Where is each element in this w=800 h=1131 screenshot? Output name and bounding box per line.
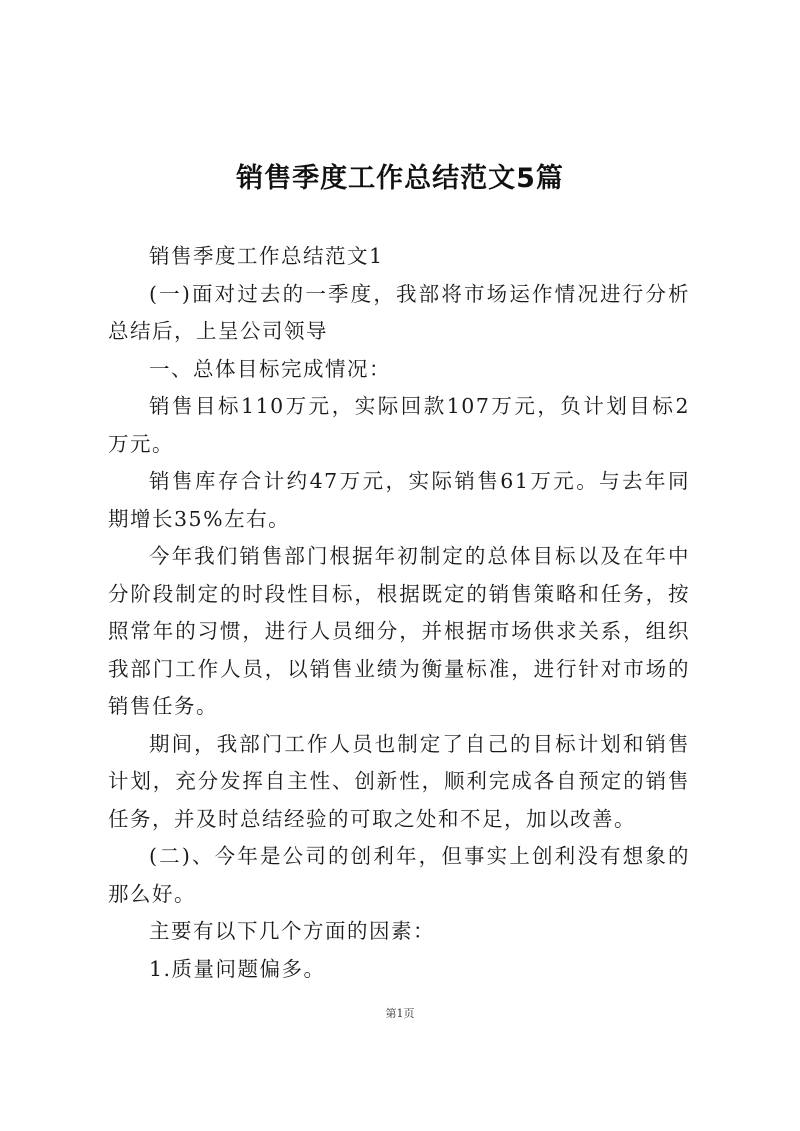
paragraph-sales-target: 销售目标110万元，实际回款107万元，负计划目标2万元。 <box>108 394 690 456</box>
paragraph-goal-heading: 一、总体目标完成情况： <box>149 356 391 381</box>
document-body <box>108 238 690 988</box>
paragraph-section-heading: 销售季度工作总结范文1 <box>149 244 384 268</box>
paragraph-quality-issues: 1.质量问题偏多。 <box>149 956 326 981</box>
paragraph-department-plan: 今年我们销售部门根据年初制定的总体目标以及在年中分阶段制定的时段性目标，根据既定的销售策略和任务，按照常年的习惯，进行人员细分，并根据市场供求关系，组织我部门工作人员，以销售业绩为衡量标准，进行针对市场的销售任务。 <box>108 544 690 718</box>
document-title: 销售季度工作总结范文5篇 <box>236 163 564 194</box>
paragraph-intro: (一)面对过去的一季度，我部将市场运作情况进行分析总结后，上呈公司领导 <box>108 281 690 343</box>
paragraph-factors: 主要有以下几个方面的因素： <box>149 919 435 943</box>
page-number: 第1页 <box>385 1007 415 1020</box>
paragraph-profit-year: (二)、今年是公司的创利年，但事实上创利没有想象的那么好。 <box>108 844 690 906</box>
paragraph-staff-goals: 期间，我部门工作人员也制定了自己的目标计划和销售计划，充分发挥自主性、创新性，顺利完成各自预定的销售任务，并及时总结经验的可取之处和不足，加以改善。 <box>108 731 690 831</box>
paragraph-inventory: 销售库存合计约47万元，实际销售61万元。与去年同期增长35%左右。 <box>108 469 690 531</box>
